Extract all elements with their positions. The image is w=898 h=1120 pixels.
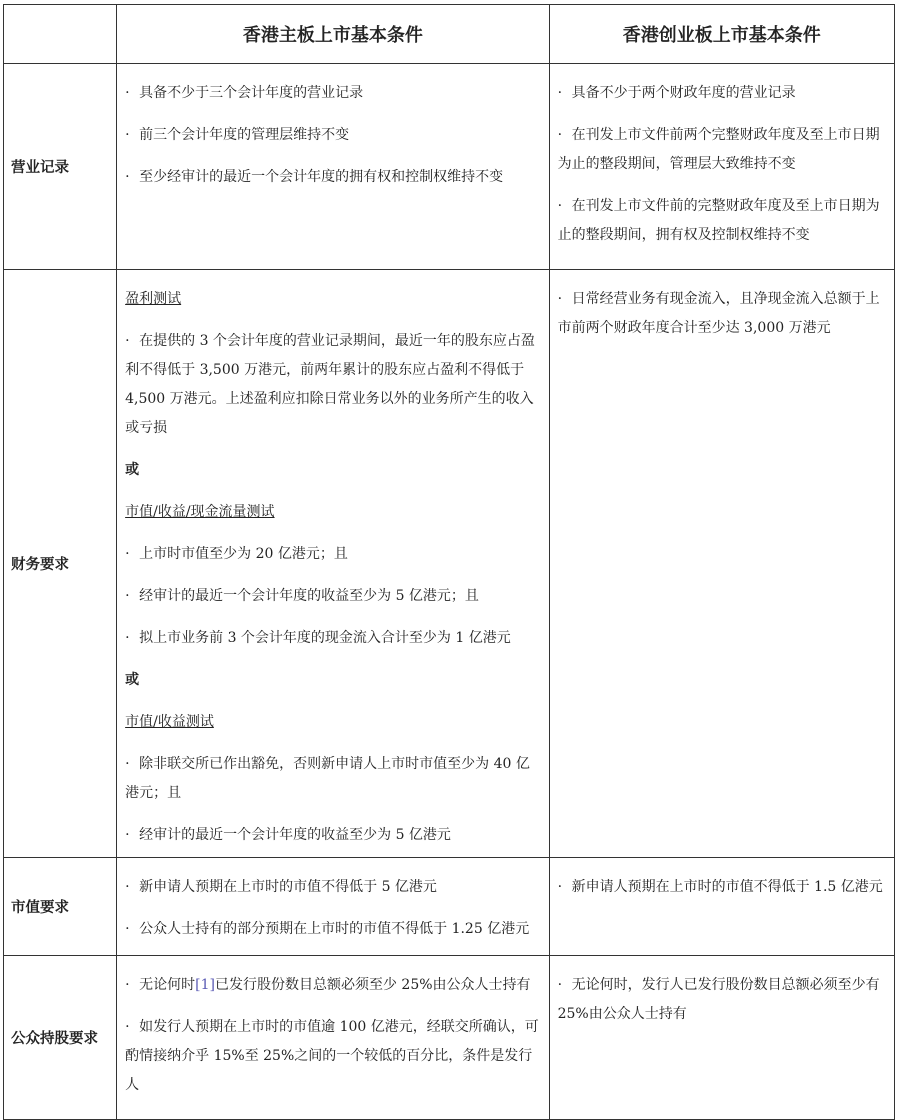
list-item: · 在刊发上市文件前两个完整财政年度及至上市日期为止的整段期间，管理层大致维持不变 [557, 127, 880, 172]
header-gem-board: 香港创业板上市基本条件 [549, 5, 894, 64]
listing-requirements-table [3, 4, 895, 1120]
list-item: · 日常经营业务有现金流入，且净现金流入总额于上市前两个财政年度合计至少达 3,000 万港元 [557, 291, 880, 336]
gem-financial-cell [549, 270, 894, 858]
gem-public-float-cell [549, 956, 894, 1120]
main-financial-cell [117, 270, 549, 858]
list-item: · 无论何时，发行人已发行股份数目总额必须至少有 25%由公众人士持有 [557, 977, 880, 1022]
list-item: · 新申请人预期在上市时的市值不得低于 1.5 亿港元 [557, 879, 883, 895]
main-trading-cell [117, 64, 549, 270]
list-item: · 新申请人预期在上市时的市值不得低于 5 亿港元 [125, 879, 437, 895]
list-item: · 如发行人预期在上市时的市值逾 100 亿港元，经联交所确认，可酌情接纳介乎 15%至 25%之间的一个较低的百分比，条件是发行人 [125, 1019, 539, 1093]
list-item: · 在提供的 3 个会计年度的营业记录期间，最近一年的股东应占盈利不得低于 3,500 万港元，前两年累计的股东应占盈利不得低于 4,500 万港元。上述盈利应扣除日常业务以外的业务所产生的收入或亏损 [125, 333, 535, 436]
list-item: · 公众人士持有的部分预期在上市时的市值不得低于 1.25 亿港元 [125, 921, 530, 937]
mcap-rev-test-heading: 市值/收益测试 [125, 714, 214, 730]
list-item: · 经审计的最近一个会计年度的收益至少为 5 亿港元 [125, 827, 451, 843]
list-item: · 具备不少于两个财政年度的营业记录 [557, 85, 796, 101]
row-public-float [4, 956, 895, 1120]
list-item: · 至少经审计的最近一个会计年度的拥有权和控制权维持不变 [125, 169, 504, 185]
or-separator: 或 [125, 672, 140, 688]
row-financial [4, 270, 895, 858]
mcap-rev-cf-test-heading: 市值/收益/现金流量测试 [125, 504, 275, 520]
or-separator: 或 [125, 462, 140, 478]
profit-test-heading: 盈利测试 [125, 291, 182, 307]
list-item: · 前三个会计年度的管理层维持不变 [125, 127, 350, 143]
row-trading-record [4, 64, 895, 270]
row-label-trading: 营业记录 [4, 64, 117, 270]
row-label-public-float: 公众持股要求 [4, 956, 117, 1120]
list-item: · 拟上市业务前 3 个会计年度的现金流入合计至少为 1 亿港元 [125, 630, 511, 646]
header-main-board: 香港主板上市基本条件 [117, 5, 549, 64]
list-item: · 上市时市值至少为 20 亿港元；且 [125, 546, 348, 562]
list-item: · 除非联交所已作出豁免，否则新申请人上市时市值至少为 40 亿港元；且 [125, 756, 530, 801]
header-blank [4, 5, 117, 64]
main-market-cap-cell [117, 858, 549, 956]
list-item: · 经审计的最近一个会计年度的收益至少为 5 亿港元；且 [125, 588, 479, 604]
row-market-cap [4, 858, 895, 956]
list-item: · 无论何时[1]已发行股份数目总额必须至少 25%由公众人士持有 [125, 977, 531, 993]
footnote-link[interactable]: [1] [195, 977, 215, 993]
list-item: · 具备不少于三个会计年度的营业记录 [125, 85, 364, 101]
gem-trading-cell [549, 64, 894, 270]
header-row [4, 5, 895, 64]
row-label-market-cap: 市值要求 [4, 858, 117, 956]
gem-market-cap-cell [549, 858, 894, 956]
main-public-float-cell [117, 956, 549, 1120]
list-item: · 在刊发上市文件前的完整财政年度及至上市日期为止的整段期间，拥有权及控制权维持不变 [557, 198, 880, 243]
row-label-financial: 财务要求 [4, 270, 117, 858]
